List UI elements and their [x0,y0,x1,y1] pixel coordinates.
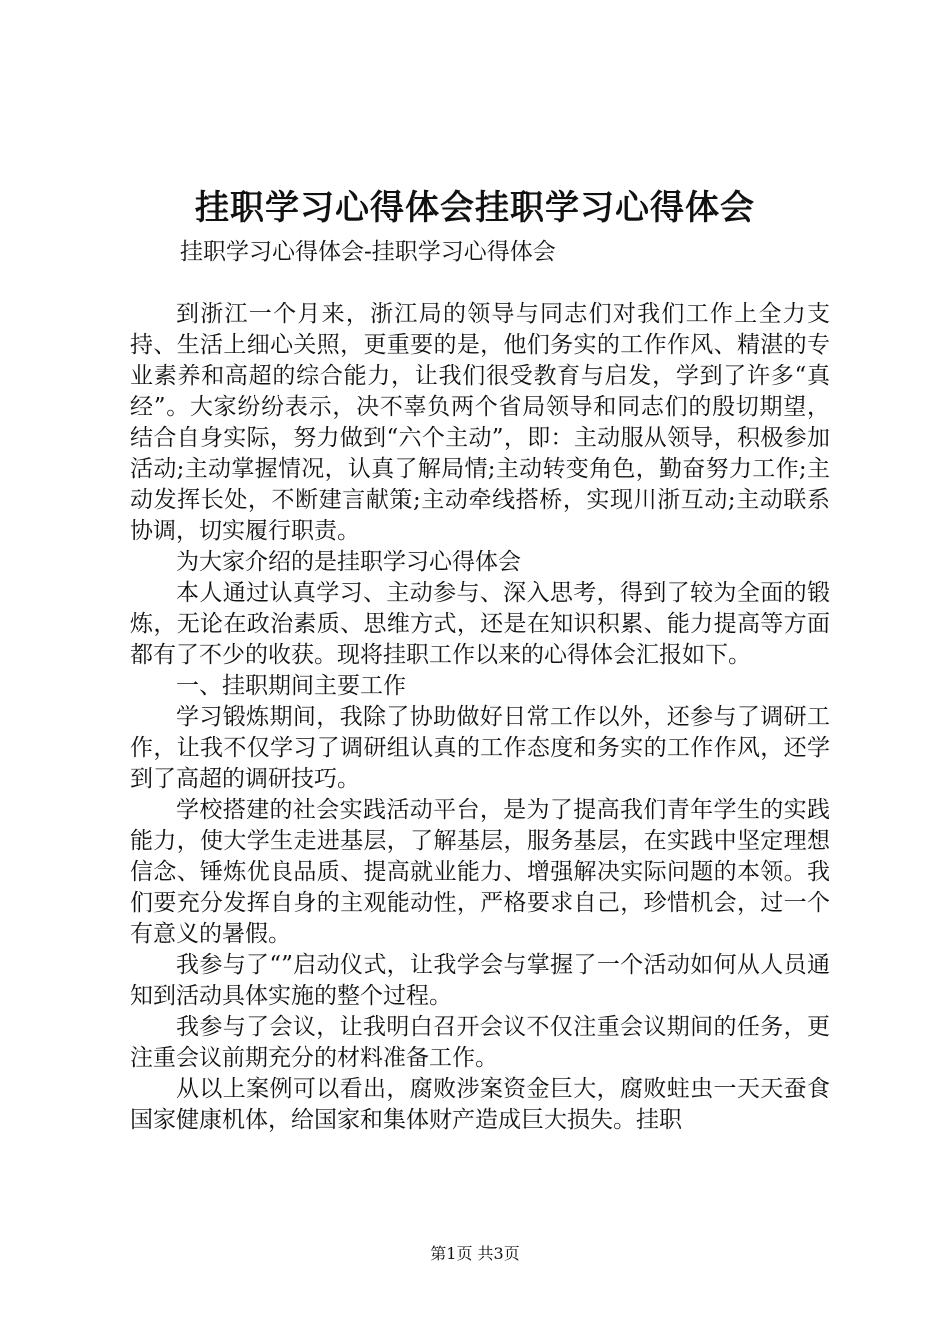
document-title: 挂职学习心得体会挂职学习心得体会 [195,188,755,228]
page-number-footer: 第1页 共3页 [430,1244,520,1263]
paragraph: 我参与了会议，让我明白召开会议不仅注重会议期间的任务，更注重会议前期充分的材料准备工作。 [130,1014,830,1071]
paragraph: 学校搭建的社会实践活动平台，是为了提高我们青年学生的实践能力，使大学生走进基层，了解基层，服务基层，在实践中坚定理想信念、锤炼优良品质、提高就业能力、增强解决实际问题的本领。我们要充分发挥自身的主观能动性，严格要求自己，珍惜机会，过一个有意义的暑假。 [130,797,830,947]
paragraph: 为大家介绍的是挂职学习心得体会 [176,549,521,575]
paragraph: 我参与了“”启动仪式，让我学会与掌握了一个活动如何从人员通知到活动具体实施的整个过程。 [130,952,830,1009]
paragraph: 从以上案例可以看出，腐败涉案资金巨大，腐败蛀虫一天天蚕食国家健康机体，给国家和集体财产造成巨大损失。挂职 [130,1076,830,1133]
section-heading: 一、挂职期间主要工作 [176,673,406,699]
paragraph: 到浙江一个月来，浙江局的领导与同志们对我们工作上全力支持、生活上细心关照，更重要的是，他们务实的工作作风、精湛的专业素养和高超的综合能力，让我们很受教育与启发，学到了许多“真经”。大家纷纷表示，决不辜负两个省局领导和同志们的殷切期望，结合自身实际，努力做到“六个主动”，即：主动服从领导，积极参加活动;主动掌握情况，认真了解局情;主动转变角色，勤奋努力工作;主动发挥长处，不断建言献策;主动牵线搭桥，实现川浙互动;主动联系协调，切实履行职责。 [130,301,830,544]
document-body [130,299,830,1136]
paragraph: 本人通过认真学习、主动参与、深入思考，得到了较为全面的锻炼，无论在政治素质、思维方式，还是在知识积累、能力提高等方面都有了不少的收获。现将挂职工作以来的心得体会汇报如下。 [130,580,830,668]
paragraph: 学习锻炼期间，我除了协助做好日常工作以外，还参与了调研工作，让我不仅学习了调研组认真的工作态度和务实的工作作风，还学到了高超的调研技巧。 [130,704,830,792]
document-subtitle: 挂职学习心得体会-挂职学习心得体会 [180,239,556,265]
